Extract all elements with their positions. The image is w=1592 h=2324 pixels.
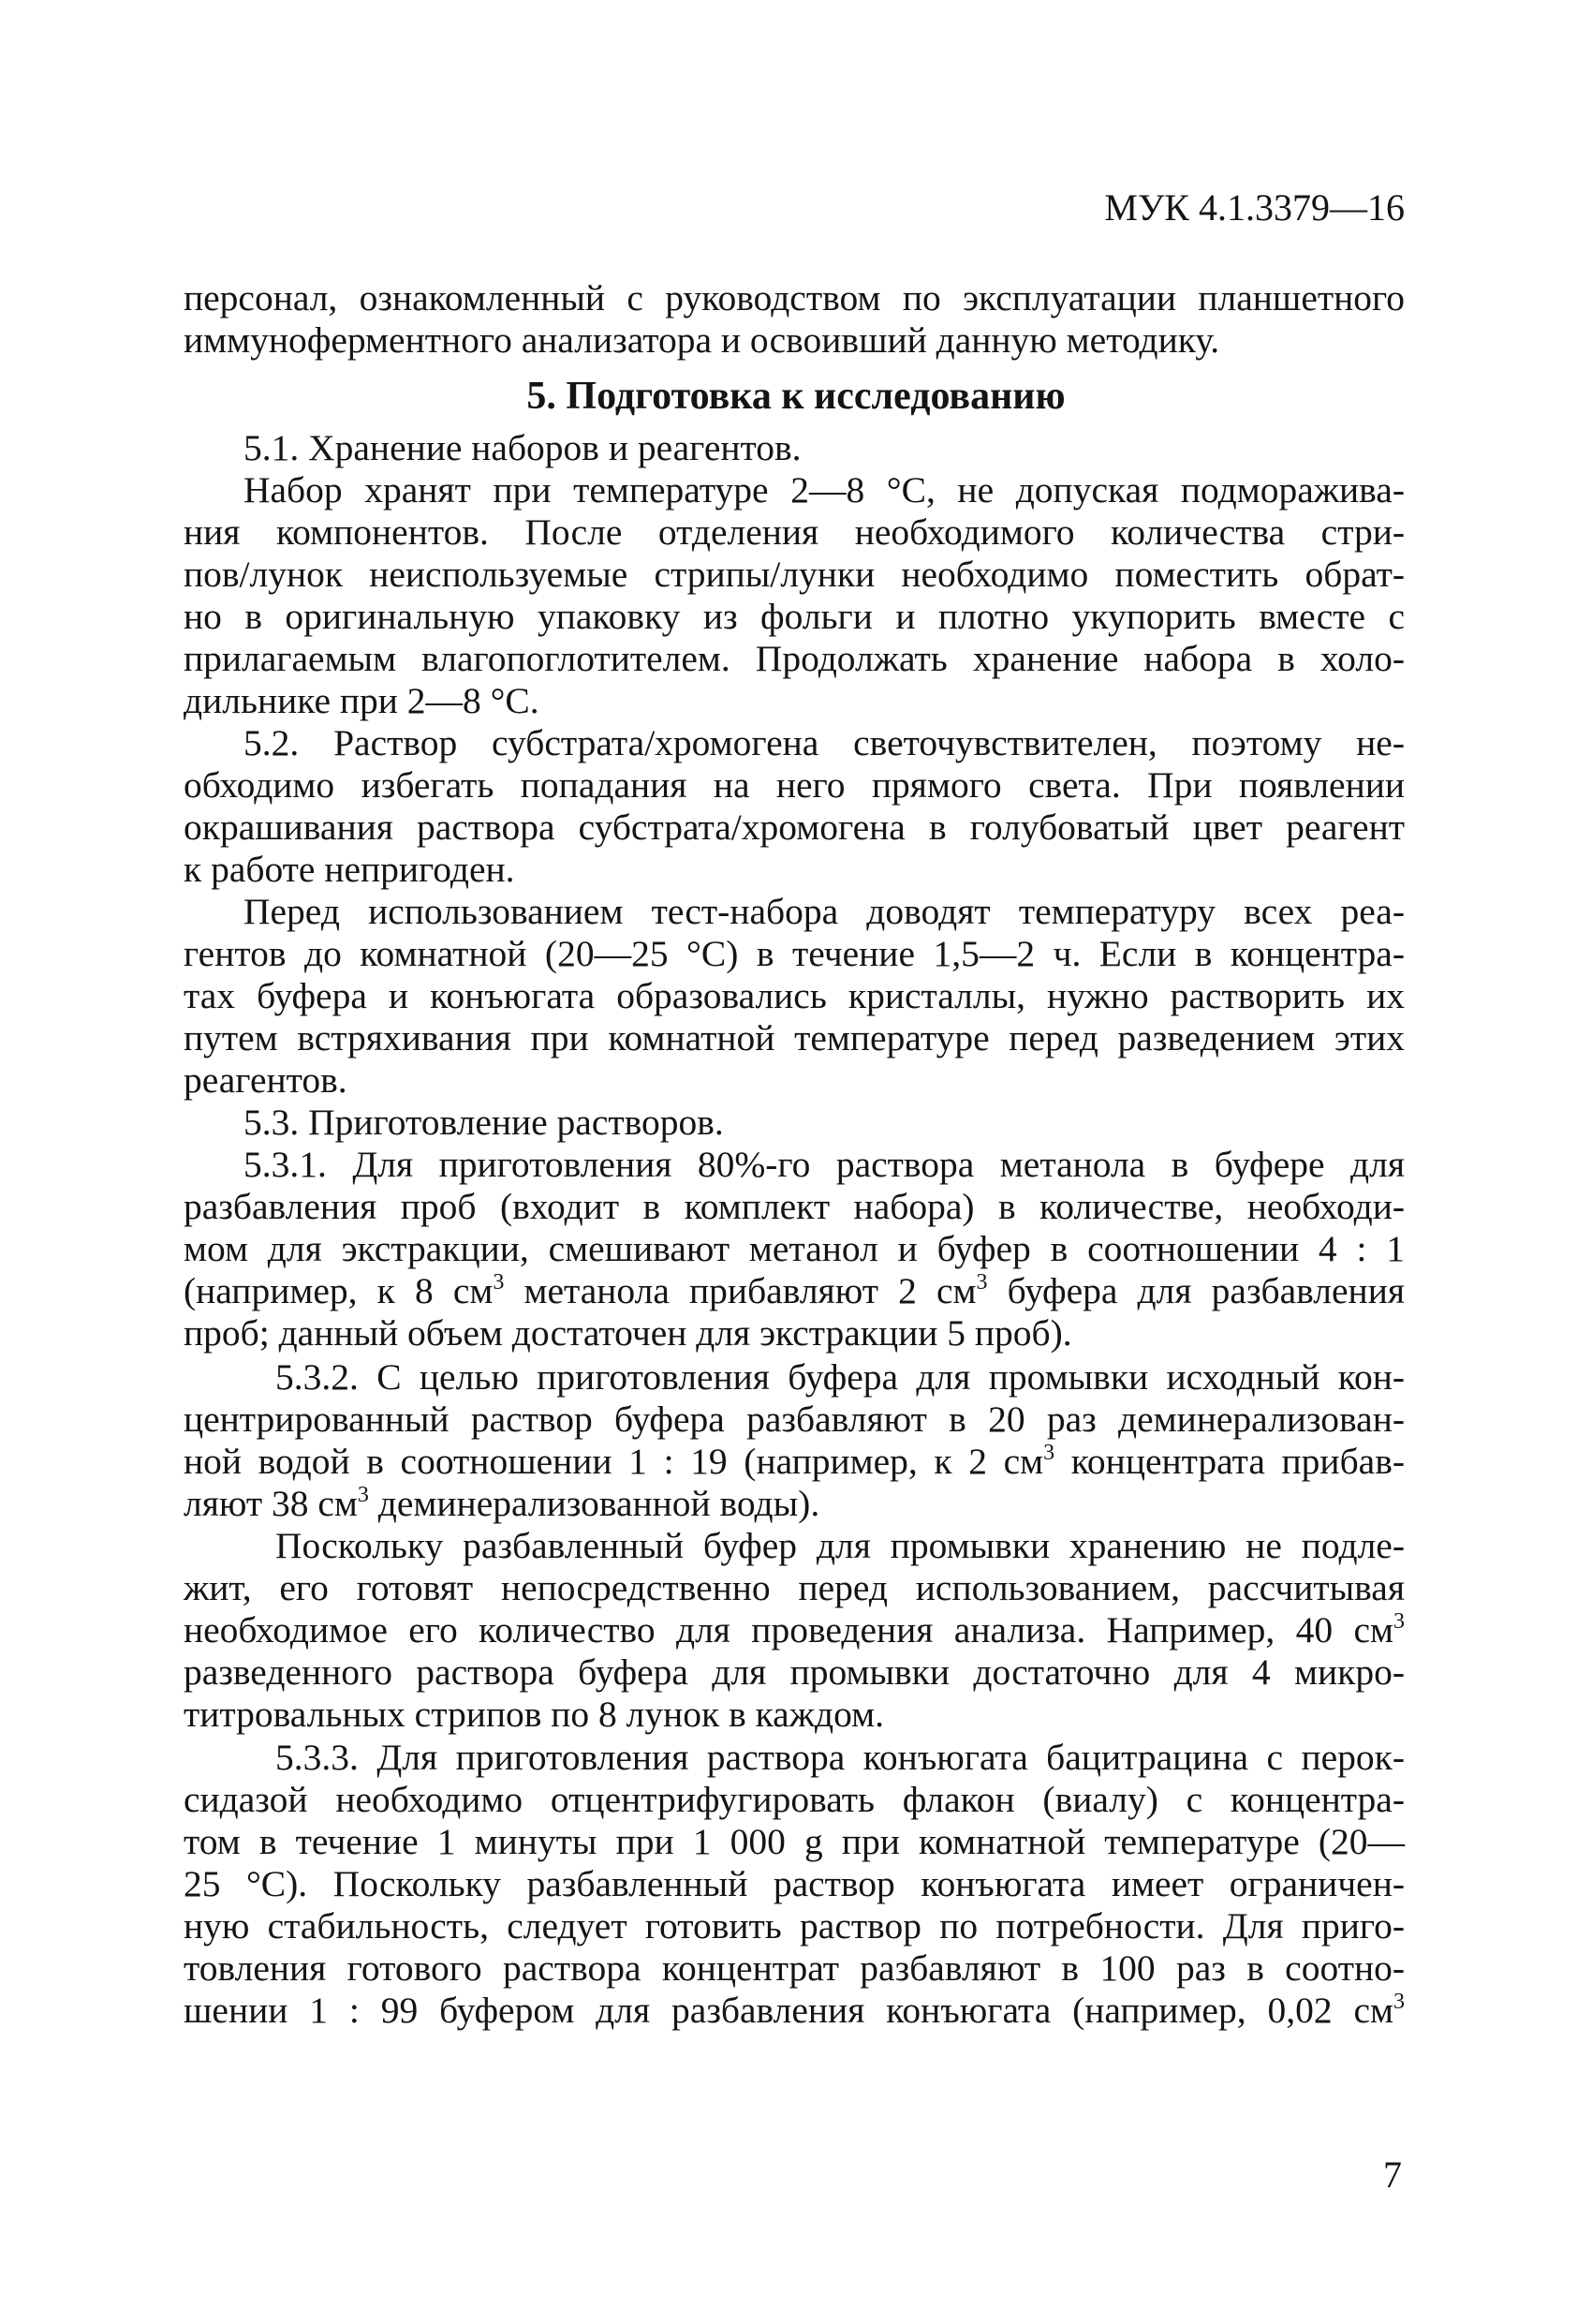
paragraph-temperature — [184, 891, 1405, 1102]
page-number: 7 — [1383, 2154, 1402, 2196]
text-line: 5.2. Раствор субстрата/хромогена светочувствителен, поэтому не- — [243, 722, 1405, 763]
paragraph-5-1 — [184, 427, 1405, 722]
paragraph-wash-buffer — [184, 1525, 1405, 1736]
text-line — [184, 1990, 1405, 2032]
text-line: персонал, ознакомленный с руководством по эксплуатации планшетного — [184, 277, 1405, 318]
text-line: сидазой необходимо отцентрифугировать флакон (виалу) с концентра- — [184, 1779, 1405, 1820]
text-line: Поскольку разбавленный буфер для промывки хранению не подле- — [275, 1525, 1405, 1566]
text-line: проб; данный объем достаточен для экстракции 5 проб). — [184, 1312, 1072, 1354]
text-line: разведенного раствора буфера для промывки достаточно для 4 микро- — [184, 1651, 1405, 1693]
text-line: дильнике при 2—8 °С. — [184, 680, 539, 721]
text-segment: ной водой в соотношении 1 : 19 (например, к 2 см — [184, 1441, 1044, 1482]
text-line: 25 °С). Поскольку разбавленный раствор конъюгата имеет ограничен- — [184, 1863, 1405, 1904]
superscript-3: 3 — [1043, 1441, 1055, 1465]
text-line: товления готового раствора концентрат разбавляют в 100 раз в соотно- — [184, 1947, 1405, 1989]
intro-paragraph — [184, 277, 1405, 362]
text-line: обходимо избегать попадания на него прямого света. При появлении — [184, 764, 1405, 806]
superscript-3: 3 — [1393, 1990, 1405, 2014]
text-line: но в оригинальную упаковку из фольги и плотно укупорить вместе с — [184, 596, 1405, 637]
text-segment: необходимое его количество для проведения анализа. Например, 40 см — [184, 1609, 1393, 1650]
text-line: гентов до комнатной (20—25 °С) в течение 1,5—2 ч. Если в концентра- — [184, 933, 1405, 974]
section-title: 5. Подготовка к исследованию — [526, 375, 1066, 418]
text-line: ния компонентов. После отделения необходимого количества стри- — [184, 511, 1405, 553]
superscript-3: 3 — [357, 1483, 369, 1507]
text-line: реагентов. — [184, 1059, 347, 1101]
text-line: том в течение 1 минуты при 1 000 g при комнатной температуре (20— — [184, 1821, 1405, 1862]
subsection-heading: 5.3. Приготовление растворов. — [243, 1102, 724, 1143]
text-line: 5.3.3. Для приготовления раствора конъюгата бацитрацина с перок- — [275, 1737, 1405, 1778]
paragraph-5-3-2 — [184, 1356, 1405, 1525]
text-line: Набор хранят при температуре 2—8 °С, не допуская подморажива- — [243, 469, 1405, 511]
text-line — [184, 1609, 1405, 1651]
paragraph-5-3-3 — [184, 1737, 1405, 2032]
text-line: жит, его готовят непосредственно перед использованием, рассчитывая — [184, 1567, 1405, 1608]
document-code: МУК 4.1.3379—16 — [1104, 186, 1405, 229]
text-line: титровальных стрипов по 8 лунок в каждом. — [184, 1694, 884, 1735]
text-line: к работе непригоден. — [184, 849, 515, 890]
text-segment: буфера для разбавления — [987, 1270, 1405, 1311]
text-line: иммуноферментного анализатора и освоивший данную методику. — [184, 319, 1220, 361]
superscript-3: 3 — [493, 1270, 505, 1295]
paragraph-5-3-1 — [184, 1102, 1405, 1354]
superscript-3: 3 — [1393, 1609, 1405, 1634]
superscript-3: 3 — [976, 1270, 988, 1295]
text-line: мом для экстракции, смешивают метанол и буфер в соотношении 4 : 1 — [184, 1228, 1405, 1269]
text-line: центрированный раствор буфера разбавляют в 20 раз деминерализован- — [184, 1399, 1405, 1440]
text-segment: концентрата прибав- — [1054, 1441, 1406, 1482]
text-line: 5.3.1. Для приготовления 80%-го раствора метанола в буфере для — [243, 1144, 1405, 1185]
subsection-heading: 5.1. Хранение наборов и реагентов. — [243, 427, 802, 468]
text-segment: шении 1 : 99 буфером для разбавления конъюгата (например, 0,02 см — [184, 1990, 1393, 2031]
text-segment: ляют 38 см — [184, 1483, 358, 1524]
text-line: Перед использованием тест-набора доводят температуру всех реа- — [243, 891, 1405, 932]
text-line: окрашивания раствора субстрата/хромогена в голубоватый цвет реагент — [184, 807, 1405, 848]
text-line: пов/лунок неиспользуемые стрипы/лунки необходимо поместить обрат- — [184, 554, 1405, 595]
text-line: тах буфера и конъюгата образовались кристаллы, нужно растворить их — [184, 975, 1405, 1016]
text-line — [184, 1483, 1405, 1525]
text-line: разбавления проб (входит в комплект набора) в количестве, необходи- — [184, 1186, 1405, 1227]
text-line — [184, 1270, 1405, 1312]
text-line — [184, 1441, 1405, 1483]
text-segment: (например, к 8 см — [184, 1270, 494, 1311]
text-line: 5.3.2. С целью приготовления буфера для промывки исходный кон- — [275, 1356, 1405, 1398]
text-line: прилагаемым влагопоглотителем. Продолжать хранение набора в холо- — [184, 638, 1405, 679]
paragraph-5-2 — [184, 722, 1405, 891]
text-segment: метанола прибавляют 2 см — [504, 1270, 977, 1311]
text-line: ную стабильность, следует готовить раствор по потребности. Для приго- — [184, 1905, 1405, 1947]
text-line: путем встряхивания при комнатной температуре перед разведением этих — [184, 1017, 1405, 1058]
text-segment: деминерализованной воды). — [368, 1483, 820, 1524]
